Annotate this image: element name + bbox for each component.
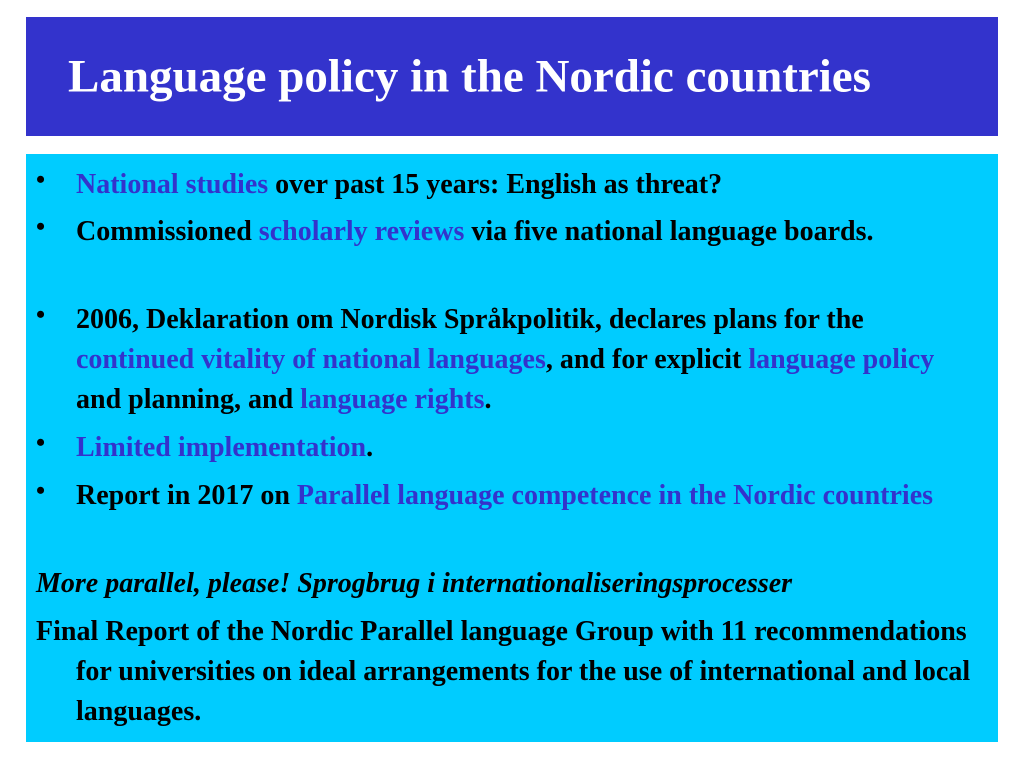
bullet-item-report-2017 [36, 476, 984, 516]
bullet-text: Report in 2017 on [76, 480, 297, 511]
italic-line: More parallel, please! Sprogbrug i internationaliseringsprocesser [36, 568, 793, 599]
bullet-text: via five national language boards. [464, 216, 874, 247]
bullet-icon: • [36, 476, 46, 505]
bullet-text: Commissioned [76, 216, 259, 247]
bullet-item-limited-implementation [36, 428, 984, 468]
bullet-text: , and for explicit [545, 344, 749, 375]
bullet-icon: • [36, 165, 46, 194]
bullet-text: 2006, Deklaration om Nordisk Språkpolitik [76, 304, 595, 335]
bullet-icon: • [36, 212, 46, 241]
slide-title: Language policy in the Nordic countries [68, 50, 871, 103]
bullet-item-deklaration [36, 300, 984, 420]
bullet-item-scholarly-reviews [36, 212, 984, 252]
title-bar [26, 17, 998, 136]
highlight-limited-implementation: Limited implementation [76, 432, 367, 463]
highlight-continued-vitality: continued vitality of national languages [76, 344, 546, 375]
bullet-text: . [484, 384, 492, 415]
content-panel [26, 154, 998, 742]
bullet-text: over past 15 years: English as threat? [268, 169, 723, 200]
bullet-icon: • [36, 300, 46, 329]
highlight-language-rights: language rights [300, 384, 485, 415]
bullet-text: . [366, 432, 374, 463]
highlight-national-studies: National studies [76, 169, 269, 200]
bullet-item-national-studies [36, 165, 984, 205]
highlight-parallel-language-competence: Parallel language competence in the Nordic countries [296, 480, 934, 511]
final-report-paragraph: Final Report of the Nordic Parallel language Group with 11 recommendations for universities on ideal arrangements for the use of international and local languages. [36, 616, 971, 727]
highlight-scholarly-reviews: scholarly reviews [258, 216, 465, 247]
bullet-icon: • [36, 428, 46, 457]
bullet-text: and planning, and [76, 384, 301, 415]
highlight-language-policy: language policy [748, 344, 935, 375]
bullet-text: , declares plans for the [594, 304, 864, 335]
